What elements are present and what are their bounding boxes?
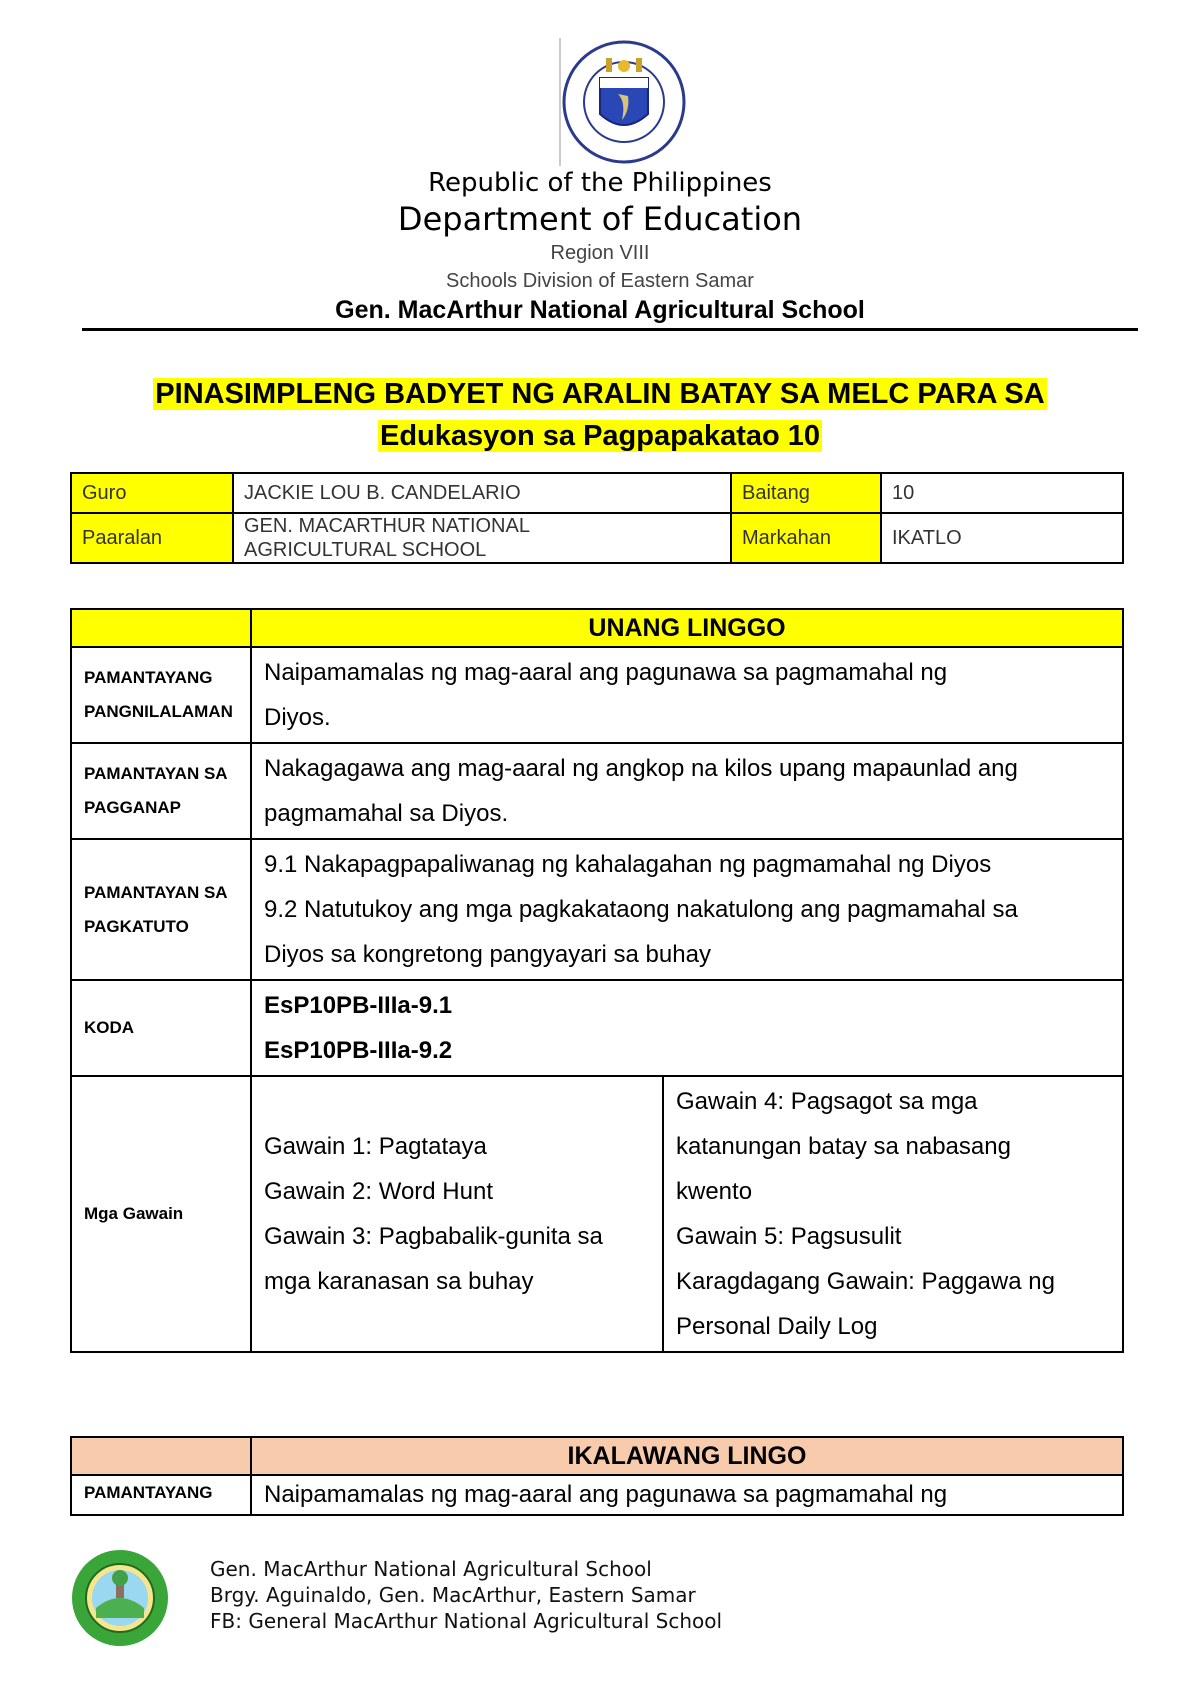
footer-text	[210, 1556, 722, 1634]
pp-label: PAMANTAYANG PANGNILALAMAN	[71, 647, 251, 743]
header-divider	[82, 328, 1138, 331]
week1-table	[70, 608, 1124, 1353]
title-line-2: Edukasyon sa Pagpapakatao 10	[379, 420, 821, 452]
division-line: Schools Division of Eastern Samar	[446, 270, 754, 292]
footer-fb: FB: General MacArthur National Agricultural School	[210, 1609, 723, 1633]
title-line-1: PINASIMPLENG BADYET NG ARALIN BATAY SA MELC PARA SA	[155, 378, 1045, 410]
psp-label: PAMANTAYAN SA PAGGANAP	[71, 743, 251, 839]
koda-values: EsP10PB-IIIa-9.1 EsP10PB-IIIa-9.2	[251, 980, 1123, 1076]
school-logo-icon	[70, 1548, 170, 1648]
footer-address: Brgy. Aguinaldo, Gen. MacArthur, Eastern Samar	[210, 1583, 696, 1607]
gawain-label: Mga Gawain	[71, 1076, 251, 1352]
deped-seal-icon	[556, 36, 688, 168]
department-line: Department of Education	[397, 200, 803, 238]
pp-text: Naipamamalas ng mag-aaral ang pagunawa sa pagmamahal ng Diyos.	[251, 647, 1123, 743]
pk-label: PAMANTAYAN SA PAGKATUTO	[71, 839, 251, 980]
week2-pp-label: PAMANTAYANG	[71, 1475, 251, 1515]
week1-heading: UNANG LINGGO	[251, 609, 1123, 647]
republic-line: Republic of the Philippines	[428, 168, 772, 198]
week2-table	[70, 1436, 1124, 1516]
paaralan-value: GEN. MACARTHUR NATIONAL AGRICULTURAL SCHOOL	[233, 513, 731, 563]
school-name: Gen. MacArthur National Agricultural School	[335, 296, 865, 324]
guro-label: Guro	[71, 473, 233, 513]
footer-school: Gen. MacArthur National Agricultural School	[210, 1557, 652, 1581]
week2-pp-text: Naipamamalas ng mag-aaral ang pagunawa sa pagmamahal ng	[251, 1475, 1123, 1515]
gawain-left: Gawain 1: Pagtataya Gawain 2: Word Hunt Gawain 3: Pagbabalik-gunita sa mga karanasan sa buhay	[251, 1076, 663, 1352]
region-line: Region VIII	[550, 242, 650, 264]
info-table	[70, 472, 1124, 564]
baitang-value: 10	[881, 473, 1123, 513]
gawain-right: Gawain 4: Pagsagot sa mga katanungan batay sa nabasang kwento Gawain 5: Pagsusulit Karagdagang Gawain: Paggawa ng Personal Daily Log	[663, 1076, 1123, 1352]
markahan-label: Markahan	[731, 513, 881, 563]
baitang-label: Baitang	[731, 473, 881, 513]
koda-label: KODA	[71, 980, 251, 1076]
pk-text: 9.1 Nakapagpapaliwanag ng kahalagahan ng pagmamahal ng Diyos 9.2 Natutukoy ang mga pagkakataong nakatulong ang pagmamahal sa Diyos sa kongretong pangyayari sa buhay	[251, 839, 1123, 980]
psp-text: Nakagagawa ang mag-aaral ng angkop na kilos upang mapaunlad ang pagmamahal sa Diyos.	[251, 743, 1123, 839]
document-title	[0, 378, 1200, 411]
markahan-value: IKATLO	[881, 513, 1123, 563]
guro-value: JACKIE LOU B. CANDELARIO	[233, 473, 731, 513]
paaralan-label: Paaralan	[71, 513, 233, 563]
week2-heading: IKALAWANG LINGO	[251, 1437, 1123, 1475]
